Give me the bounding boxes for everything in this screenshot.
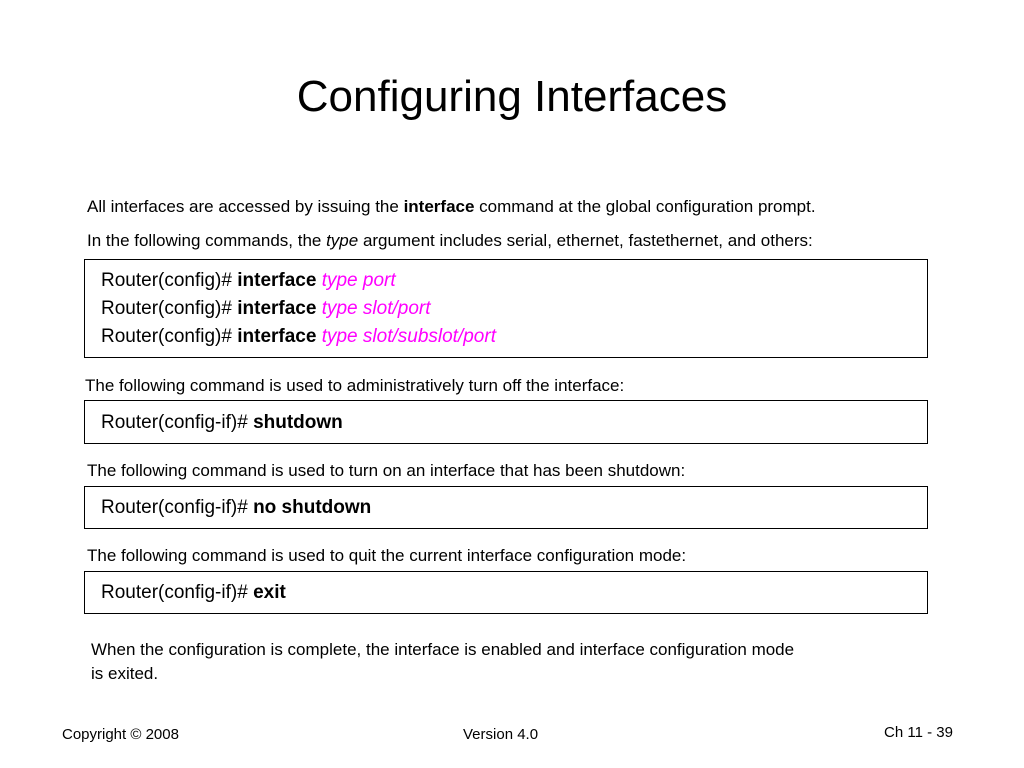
command-keyword: interface — [237, 270, 317, 291]
command-argument: type slot/subslot/port — [316, 326, 496, 347]
command-argument: type slot/port — [316, 298, 431, 319]
shutdown-description: The following command is used to administratively turn off the interface: — [85, 376, 625, 395]
conclusion-line-2: is exited. — [91, 664, 159, 683]
interface-command-line — [101, 269, 396, 293]
command-prompt: Router(config)# — [101, 326, 238, 347]
intro-line-2-italic: type — [326, 231, 359, 250]
exit-command-line — [101, 581, 286, 605]
interface-command-line — [101, 325, 496, 349]
shutdown-command-line — [101, 411, 343, 435]
footer-copyright: Copyright © 2008 — [62, 726, 179, 743]
command-prompt: Router(config)# — [101, 298, 238, 319]
intro-line-1-post: command at the global configuration prompt. — [474, 197, 816, 216]
no-shutdown-command-box — [84, 486, 928, 529]
intro-line-1 — [87, 196, 816, 218]
no-shutdown-description: The following command is used to turn on an interface that has been shutdown: — [87, 461, 686, 480]
no-shutdown-command-line — [101, 496, 371, 520]
command-prompt: Router(config)# — [101, 270, 238, 291]
exit-command-box — [84, 571, 928, 614]
footer-page-number: Ch 11 - 39 — [884, 724, 953, 741]
intro-line-2-post: argument includes serial, ethernet, fastethernet, and others: — [358, 231, 813, 250]
command-prompt: Router(config-if)# — [101, 582, 254, 603]
shutdown-command-box — [84, 400, 928, 444]
command-prompt: Router(config-if)# — [101, 497, 254, 518]
command-keyword: interface — [237, 298, 317, 319]
intro-line-2-pre: In the following commands, the — [87, 231, 327, 250]
command-keyword: interface — [237, 326, 317, 347]
slide-title: Configuring Interfaces — [296, 72, 728, 121]
exit-description: The following command is used to quit the current interface configuration mode: — [87, 546, 687, 565]
intro-line-1-keyword: interface — [403, 197, 475, 216]
interface-command-box — [84, 259, 928, 358]
command-prompt: Router(config-if)# — [101, 412, 254, 433]
footer-version: Version 4.0 — [463, 726, 539, 743]
conclusion-line-1: When the configuration is complete, the interface is enabled and interface configuration mode — [91, 640, 795, 659]
intro-line-1-pre: All interfaces are accessed by issuing the — [87, 197, 404, 216]
command-argument: type port — [316, 270, 396, 291]
interface-command-line — [101, 297, 431, 321]
command-keyword: exit — [253, 582, 286, 603]
intro-line-2 — [87, 230, 813, 252]
command-keyword: shutdown — [253, 412, 343, 433]
command-keyword: no shutdown — [253, 497, 372, 518]
